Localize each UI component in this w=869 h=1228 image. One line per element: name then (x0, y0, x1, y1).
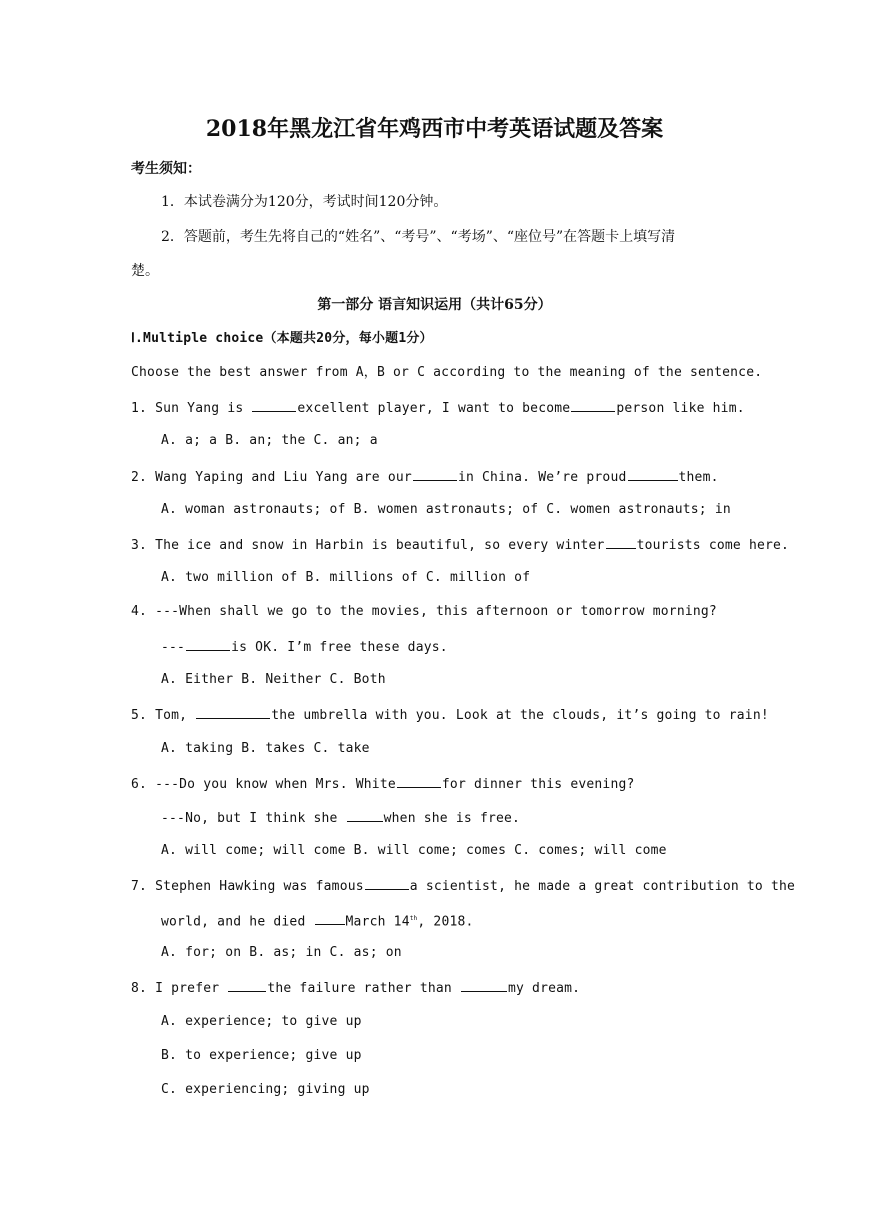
answer-blank (196, 705, 270, 719)
question-4-reply (161, 637, 448, 657)
question-6 (131, 774, 635, 794)
answer-blank (628, 467, 678, 481)
question-text: 3. The ice and snow in Harbin is beautiful, so every winter (131, 538, 605, 553)
question-text: 5. Tom, (131, 708, 196, 723)
answer-blank (571, 398, 615, 412)
question-text: for dinner this evening? (441, 777, 635, 792)
question-1-options: A. a; a B. an; the C. an; a (161, 433, 378, 448)
question-6-options: A. will come; will come B. will come; comes C. comes; will come (161, 843, 667, 858)
question-text: 7. Stephen Hawking was famous (131, 879, 364, 894)
question-2 (131, 467, 719, 487)
question-text: 8. I prefer (131, 981, 228, 996)
question-5 (131, 705, 769, 725)
question-8-option-a: A. experience; to give up (161, 1014, 362, 1029)
question-8 (131, 978, 580, 998)
question-8-option-c: C. experiencing; giving up (161, 1082, 370, 1097)
question-text: tourists come here. (636, 538, 790, 553)
question-text: in China. We’re proud (457, 470, 627, 485)
question-text: 1. Sun Yang is (131, 401, 252, 416)
question-text: world, and he died (161, 914, 314, 930)
question-text: the umbrella with you. Look at the clouds, it’s going to rain! (271, 708, 769, 723)
section1-heading: Ⅰ.Multiple choice（本题共20分，每小题1分） (131, 331, 433, 346)
answer-blank (347, 808, 383, 822)
answer-blank (252, 398, 296, 412)
page-title: 2018年黑龙江省年鸡西市中考英语试题及答案 (205, 116, 664, 142)
question-7-cont (161, 910, 474, 931)
question-text: is OK. I’m free these days. (231, 640, 448, 655)
notice-item-2-cont: 楚。 (131, 263, 159, 279)
answer-blank (315, 911, 345, 925)
question-text: March 14 (345, 914, 410, 930)
answer-blank (413, 467, 457, 481)
question-3-options: A. two million of B. millions of C. million of (161, 570, 531, 585)
question-3 (131, 535, 789, 555)
question-6-reply (161, 808, 520, 828)
notice-item-2: 2．答题前，考生先将自己的“姓名”、“考号”、“考场”、“座位号”在答题卡上填写清 (161, 229, 676, 245)
question-text: them. (678, 470, 719, 485)
answer-blank (365, 876, 409, 890)
question-text: my dream. (507, 981, 581, 996)
question-8-option-b: B. to experience; give up (161, 1048, 362, 1063)
question-text: --- (161, 640, 186, 655)
question-text: person like him. (616, 401, 745, 416)
question-1 (131, 398, 745, 418)
question-5-options: A. taking B. takes C. take (161, 741, 370, 756)
answer-blank (461, 978, 507, 992)
question-4-options: A. Either B. Neither C. Both (161, 672, 386, 687)
question-7 (131, 876, 795, 896)
answer-blank (397, 774, 441, 788)
section1-instruction: Choose the best answer from A，B or C according to the meaning of the sentence. (131, 365, 763, 380)
question-text: 2. Wang Yaping and Liu Yang are our (131, 470, 412, 485)
question-text: when she is free. (383, 811, 521, 826)
question-2-options: A. woman astronauts; of B. women astronauts; of C. women astronauts; in (161, 502, 731, 517)
answer-blank (186, 637, 230, 651)
ordinal-suffix: th (409, 915, 418, 922)
question-text: excellent player, I want to become (297, 401, 571, 416)
question-text: 6. ---Do you know when Mrs. White (131, 777, 396, 792)
notice-item-1: 1．本试卷满分为120分，考试时间120分钟。 (161, 194, 448, 210)
question-text: , 2018. (417, 914, 474, 930)
answer-blank (228, 978, 266, 992)
question-7-options: A. for; on B. as; in C. as; on (161, 945, 402, 960)
notice-heading: 考生须知： (131, 161, 201, 177)
part1-heading: 第一部分 语言知识运用（共计65分） (317, 297, 552, 313)
question-text: ---No, but I think she (161, 811, 346, 826)
question-text: the failure rather than (267, 981, 460, 996)
question-4: 4. ---When shall we go to the movies, this afternoon or tomorrow morning? (131, 604, 717, 619)
question-text: a scientist, he made a great contribution to the (409, 879, 796, 894)
answer-blank (606, 535, 636, 549)
